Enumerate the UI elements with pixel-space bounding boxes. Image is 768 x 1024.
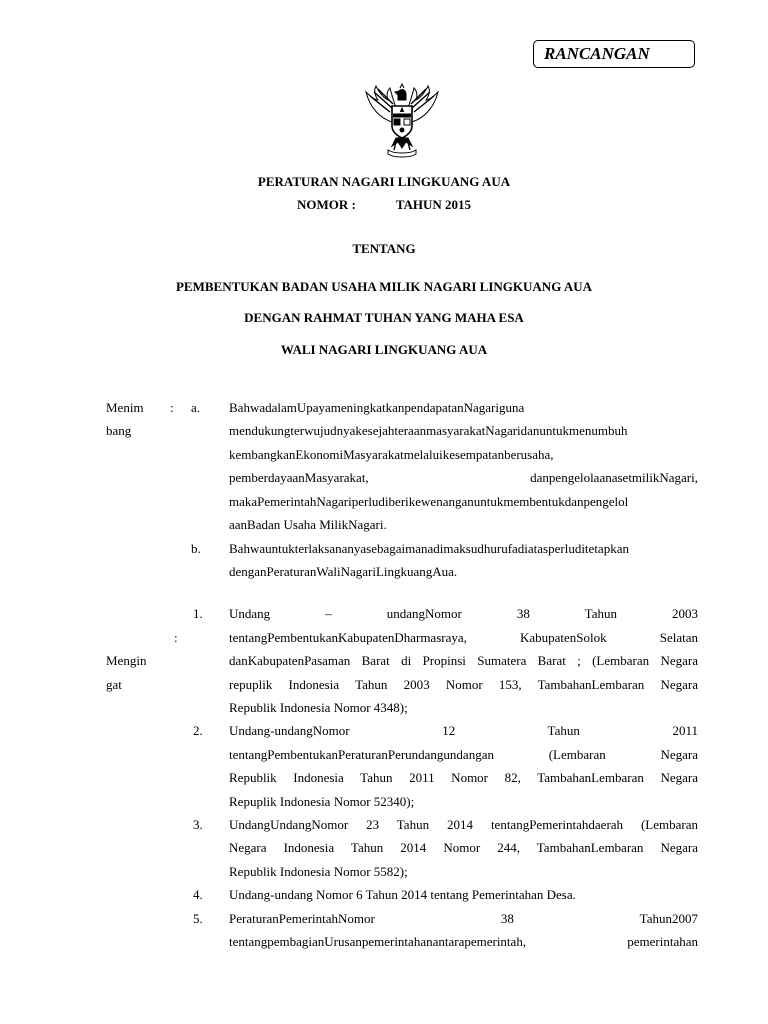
mengingat-item-3-marker: 3. (193, 817, 203, 832)
text-line: Republik Indonesia Nomor 4348); (229, 700, 408, 715)
mengingat-item-5-marker: 5. (193, 911, 203, 926)
menimbang-colon: : (170, 400, 174, 415)
menimbang-label-line-1: Menim (106, 400, 144, 415)
document-title: PERATURAN NAGARI LINGKUANG AUA (257, 174, 511, 189)
garuda-emblem-icon (362, 82, 442, 160)
mengingat-label-line-1: Mengin (106, 653, 147, 668)
text-line: pemberdayaanMasyarakat, danpengelolaanasetmilikNagari, (229, 470, 698, 485)
text-line: tentangPembentukanPeraturanPerundangundangan (Lembaran Negara (229, 747, 698, 762)
mengingat-label-line-2: gat (106, 677, 122, 692)
blessing-line: DENGAN RAHMAT TUHAN YANG MAHA ESA (244, 310, 524, 325)
text-line: Negara Indonesia Tahun 2014 Nomor 244, TambahanLembaran Negara (229, 840, 698, 855)
menimbang-item-b-marker: b. (191, 541, 201, 556)
text-line: Undang – undangNomor 38 Tahun 2003 (229, 606, 698, 621)
tahun-label: TAHUN 2015 (395, 197, 472, 212)
mengingat-colon: : (174, 630, 178, 645)
text-line: Republik Indonesia Tahun 2011 Nomor 82, TambahanLembaran Negara (229, 770, 698, 785)
text-line: denganPeraturanWaliNagariLingkuangAua. (229, 564, 458, 579)
mengingat-item-1-marker: 1. (193, 606, 203, 621)
text-line: Republik Indonesia Nomor 5582); (229, 864, 408, 879)
official-line: WALI NAGARI LINGKUANG AUA (280, 342, 488, 357)
text-line: UndangUndangNomor 23 Tahun 2014 tentangPemerintahdaerah (Lembaran (229, 817, 698, 832)
menimbang-item-a-marker: a. (191, 400, 201, 415)
text-line: danKabupatenPasaman Barat di Propinsi Sumatera Barat ; (Lembaran Negara (229, 653, 698, 668)
text-line: aanBadan Usaha MilikNagari. (229, 517, 387, 532)
text-line: Bahwauntukterlaksananyasebagaimanadimaksudhurufadiatasperluditetapkan (229, 541, 629, 556)
mengingat-item-4-marker: 4. (193, 887, 203, 902)
text-line: tentangPembentukanKabupatenDharmasraya, KabupatenSolok Selatan (229, 630, 698, 645)
nomor-label: NOMOR : (296, 197, 356, 212)
subject-heading: PEMBENTUKAN BADAN USAHA MILIK NAGARI LINGKUANG AUA (175, 279, 593, 294)
tentang-heading: TENTANG (352, 241, 416, 256)
text-line: kembangkanEkonomiMasyarakatmelaluikesempatanberusaha, (229, 447, 554, 462)
text-line: makaPemerintahNagariperludiberikewenanganuntukmembentukdanpengelol (229, 494, 629, 509)
text-line: Undang-undangNomor 12 Tahun 2011 (229, 723, 698, 738)
text-line: BahwadalamUpayameningkatkanpendapatanNagariguna (229, 400, 525, 415)
rancangan-stamp: RANCANGAN (533, 40, 695, 68)
text-line: PeraturanPemerintahNomor 38 Tahun2007 (229, 911, 698, 926)
text-line: Repuplik Indonesia Nomor 52340); (229, 794, 415, 809)
text-line: Undang-undang Nomor 6 Tahun 2014 tentang Pemerintahan Desa. (229, 887, 576, 902)
nomor-line (0, 197, 768, 213)
text-line: repuplik Indonesia Tahun 2003 Nomor 153, TambahanLembaran Negara (229, 677, 698, 692)
menimbang-label-line-2: bang (106, 423, 132, 438)
text-line: tentangpembagianUrusanpemerintahanantarapemerintah, pemerintahan (229, 934, 698, 949)
mengingat-item-2-marker: 2. (193, 723, 203, 738)
text-line: mendukungterwujudnyakesejahteraanmasyarakatNagaridanuntukmenumbuh (229, 423, 628, 438)
